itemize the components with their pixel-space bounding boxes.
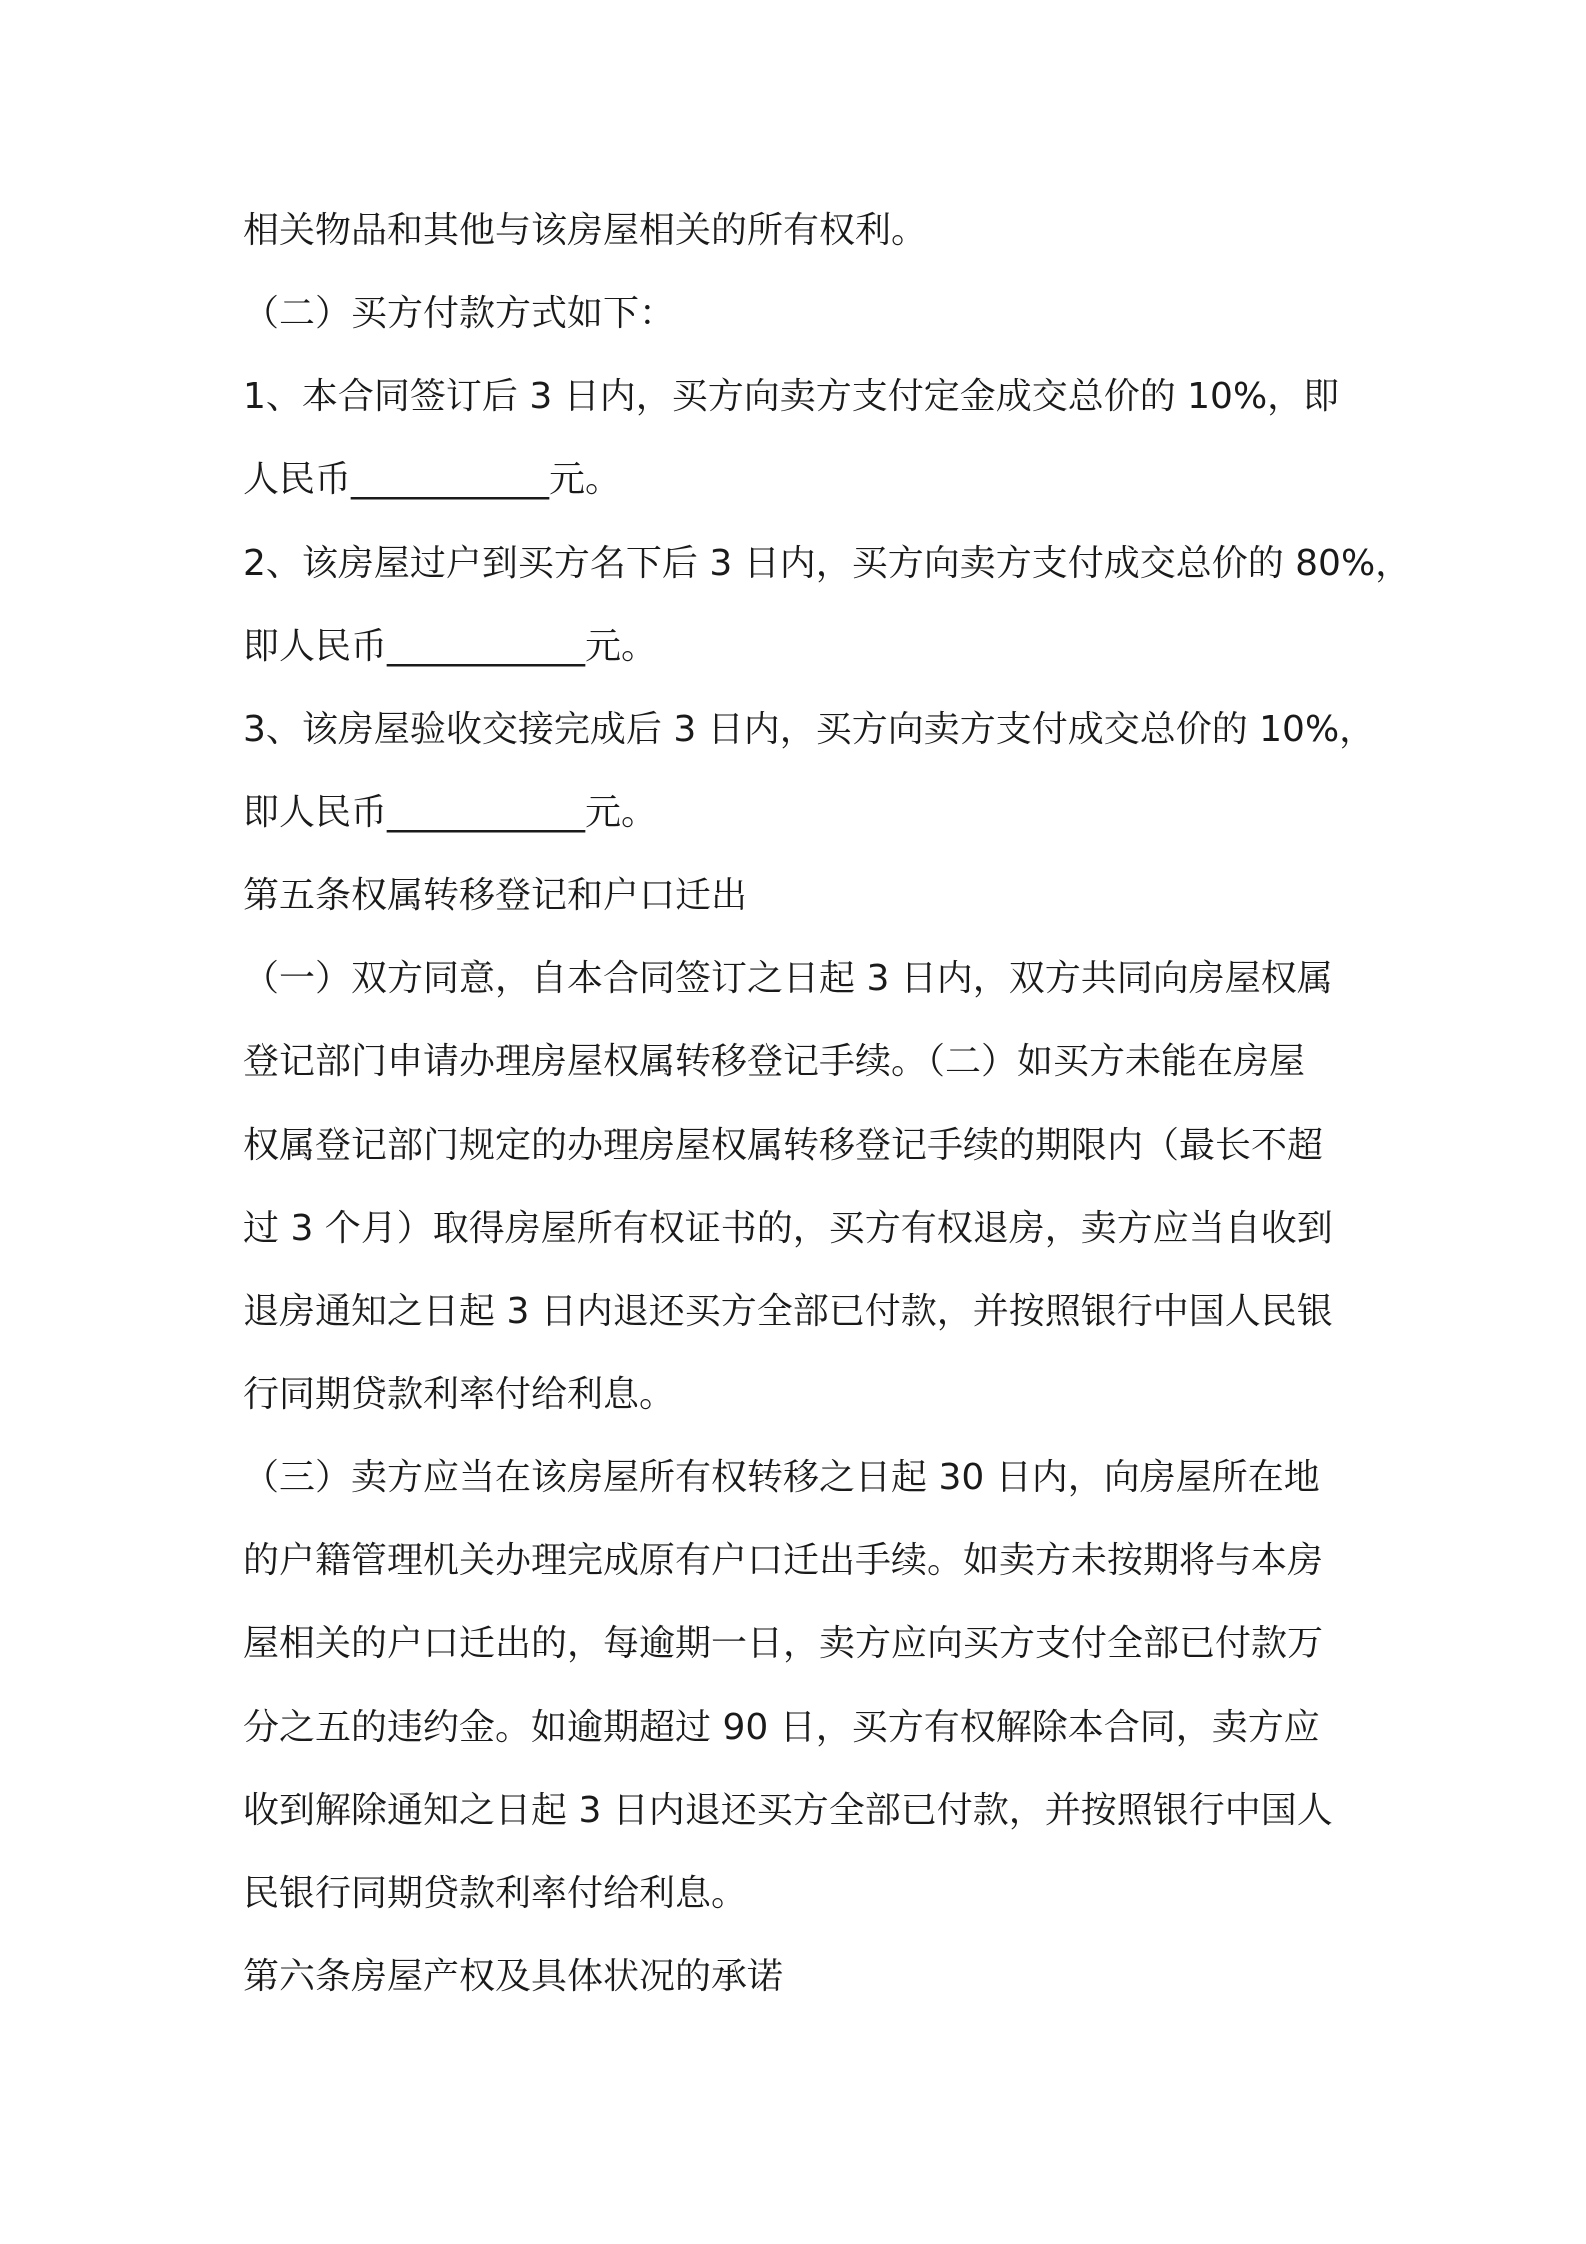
text-line: 的户籍管理机关办理完成原有户口迁出手续。如卖方未按期将与本房 xyxy=(243,1540,1324,1581)
text-line: 民银行同期贷款利率付给利息。 xyxy=(243,1873,748,1914)
text-line: 人民币___________元。 xyxy=(243,459,622,500)
text-line: 退房通知之日起 3 日内退还买方全部已付款，并按照银行中国人民银 xyxy=(243,1291,1333,1332)
section-heading: （二）买方付款方式如下： xyxy=(243,293,676,334)
text-line: 行同期贷款利率付给利息。 xyxy=(243,1374,676,1415)
text-line: 即人民币___________元。 xyxy=(243,792,658,833)
text-line: 过 3 个月）取得房屋所有权证书的，买方有权退房，卖方应当自收到 xyxy=(243,1208,1333,1249)
text-line: 3、该房屋验收交接完成后 3 日内，买方向卖方支付成交总价的 10%， xyxy=(243,709,1376,750)
text-line: 权属登记部门规定的办理房屋权属转移登记手续的期限内（最长不超 xyxy=(243,1125,1324,1166)
text-line: 即人民币___________元。 xyxy=(243,626,658,667)
text-line: （一）双方同意，自本合同签订之日起 3 日内，双方共同向房屋权属 xyxy=(243,958,1333,999)
article-heading: 第六条房屋产权及具体状况的承诺 xyxy=(243,1956,784,1997)
text-line: 1、本合同签订后 3 日内，买方向卖方支付定金成交总价的 10%，即 xyxy=(243,376,1340,417)
text-line: 相关物品和其他与该房屋相关的所有权利。 xyxy=(243,210,928,251)
text-line: 收到解除通知之日起 3 日内退还买方全部已付款，并按照银行中国人 xyxy=(243,1790,1333,1831)
article-heading: 第五条权属转移登记和户口迁出 xyxy=(243,875,748,916)
text-line: 2、该房屋过户到买方名下后 3 日内，买方向卖方支付成交总价的 80%， xyxy=(243,543,1412,584)
text-line: 屋相关的户口迁出的，每逾期一日，卖方应向买方支付全部已付款万 xyxy=(243,1623,1324,1664)
text-line: 登记部门申请办理房屋权属转移登记手续。（二）如买方未能在房屋 xyxy=(243,1041,1306,1082)
text-line: （三）卖方应当在该房屋所有权转移之日起 30 日内，向房屋所在地 xyxy=(243,1457,1320,1498)
text-line: 分之五的违约金。如逾期超过 90 日，买方有权解除本合同，卖方应 xyxy=(243,1707,1320,1748)
